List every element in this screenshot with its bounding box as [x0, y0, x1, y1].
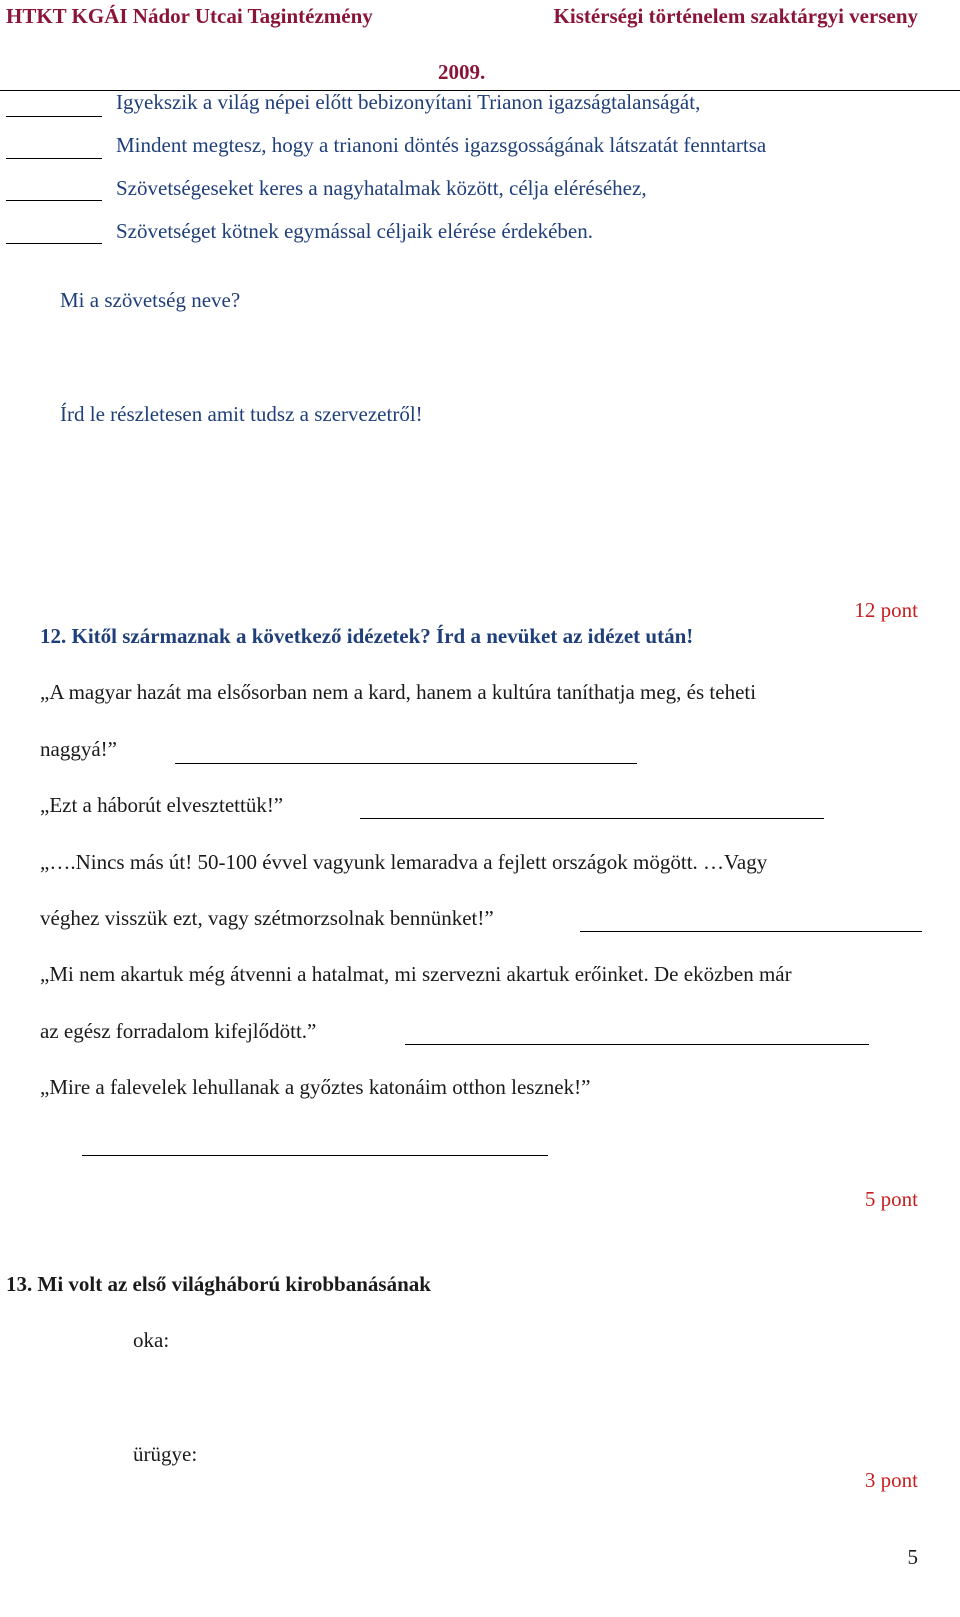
quote-1-line-1: „A magyar hazát ma elsősorban nem a kard, hanem a kultúra taníthatja meg, és teheti: [40, 680, 757, 704]
question-12-title: 12. Kitől származnak a következő idézetek? Írd a nevüket az idézet után!: [40, 624, 694, 648]
statement-3: Szövetségeseket keres a nagyhatalmak között, célja eléréséhez,: [116, 176, 647, 200]
answer-blank[interactable]: [6, 200, 102, 201]
answer-blank[interactable]: [6, 243, 102, 244]
answer-line-quote-3[interactable]: [580, 931, 922, 932]
statement-2: Mindent megtesz, hogy a trianoni döntés igazsgosságának látszatát fenntartsa: [116, 133, 767, 157]
question-13-title: 13. Mi volt az első világháború kirobbanásának: [6, 1272, 431, 1296]
quote-3-line-1: „….Nincs más út! 50-100 évvel vagyunk lemaradva a fejlett országok mögött. …Vagy: [40, 850, 768, 874]
statement-4: Szövetséget kötnek egymással céljaik elérése érdekében.: [116, 219, 593, 243]
answer-line-quote-4[interactable]: [405, 1044, 869, 1045]
quote-3-line-2: véghez visszük ezt, vagy szétmorzsolnak bennünket!”: [40, 906, 494, 930]
answer-line-quote-5[interactable]: [82, 1155, 548, 1156]
page-number: 5: [907, 1545, 918, 1569]
label-pretext: ürügye:: [133, 1442, 198, 1466]
answer-line-quote-2[interactable]: [360, 818, 824, 819]
statement-1: Igyekszik a világ népei előtt bebizonyítani Trianon igazságtalanságát,: [116, 90, 701, 114]
quote-2: „Ezt a háborút elvesztettük!”: [40, 793, 284, 817]
answer-blank[interactable]: [6, 116, 102, 117]
answer-blank[interactable]: [6, 158, 102, 159]
header-school: HTKT KGÁI Nádor Utcai Tagintézmény: [6, 4, 373, 28]
quote-1-line-2: naggyá!”: [40, 737, 117, 761]
points-q11: 12 pont: [854, 598, 918, 622]
points-q12: 5 pont: [864, 1187, 918, 1211]
header-competition: Kistérségi történelem szaktárgyi verseny: [553, 4, 918, 28]
quote-4-line-1: „Mi nem akartuk még átvenni a hatalmat, mi szervezni akartuk erőinket. De eközben már: [40, 962, 792, 986]
quote-5: „Mire a falevelek lehullanak a győztes katonáim otthon lesznek!”: [40, 1075, 591, 1099]
question-alliance-name: Mi a szövetség neve?: [60, 288, 241, 312]
answer-line-quote-1[interactable]: [175, 763, 637, 764]
quote-4-line-2: az egész forradalom kifejlődött.”: [40, 1019, 317, 1043]
points-q13: 3 pont: [864, 1468, 918, 1492]
question-alliance-detail: Írd le részletesen amit tudsz a szervezetről!: [60, 402, 423, 426]
label-cause: oka:: [133, 1328, 170, 1352]
header-year: 2009.: [438, 60, 486, 84]
